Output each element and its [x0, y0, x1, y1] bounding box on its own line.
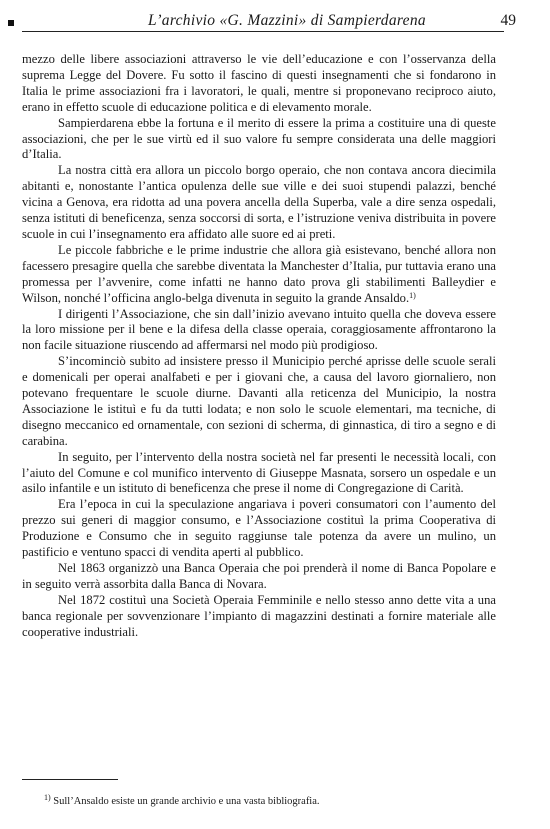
- paragraph-2: Sampierdarena ebbe la fortuna e il merito di essere la prima a costituire una di queste associazioni, che per le sue virtù ed il suo valore fu sempre considerata una delle maggiori d’Italia.: [22, 115, 496, 162]
- footnote-rule: [22, 779, 118, 780]
- page-header: [22, 8, 516, 34]
- running-title: L’archivio «G. Mazzini» di Sampierdarena: [148, 12, 426, 29]
- paragraph-5: I dirigenti l’Associazione, che sin dall’inizio avevano intuito quella che doveva essere la loro missione per il bene e la difesa della classe operaia, coraggiosamente affrontarono la non facile situazione riuscendo ad affermarsi nel modo più prodigioso.: [22, 306, 496, 353]
- footnote-text: Sull’Ansaldo esiste un grande archivio e una vasta bibliografia.: [53, 796, 320, 807]
- footnote: [44, 795, 494, 808]
- paragraph-8: Era l’epoca in cui la speculazione angariava i poveri consumatori con l’aumento del prezzo sui generi di maggior consumo, e l’Associazione costituì la prima Cooperativa di Produzione e Consumo che in seguito raggiunse tale potenza da avere un mulino, un pastificio e ventuno spacci di vendita aperti al pubblico.: [22, 497, 496, 560]
- paragraph-4: [22, 243, 496, 307]
- footnote-marker: 1): [44, 793, 51, 802]
- body-text: [22, 52, 496, 641]
- paragraph-1: mezzo delle libere associazioni attraverso le vie dell’educazione e con l’osservanza della suprema Legge del Dovere. Fu sotto il fascino di questi insegnamenti che si fondarono in Italia le prime associazioni fra i lavoratori, le quali, mentre si proponevano reciproco aiuto, erano in effetto scuole di educazione politica e di elevamento morale.: [22, 52, 496, 114]
- paragraph-6: S’incominciò subito ad insistere presso il Municipio perché aprisse delle scuole serali e domenicali per operai analfabeti e per i giovani che, a causa del lavoro giornaliero, non potevano frequentare le scuole diurne. Davanti alla reticenza del Municipio, la nostra Associazione le istituì e fu da tutti lodata; e non solo le scuole elementari, ma tecniche, di disegno meccanico ed ornamentale, con sezioni di scherma, di ginnastica, di tiro a segno e di carabina.: [22, 354, 496, 448]
- corner-mark: [8, 20, 14, 26]
- header-rule: [22, 31, 504, 32]
- paragraph-4-text: Le piccole fabbriche e le prime industrie che allora già esistevano, benché allora non facessero presagire quella che sarebbe diventata la Manchester d’Italia, pur tuttavia erano una promessa per l’avvenire, come infatti ne hanno dato prova gli stabilimenti Balleydier e Wilson, nonché l’officina anglo-belga divenuta in seguito la grande Ansaldo.: [22, 242, 496, 305]
- paragraph-10: Nel 1872 costituì una Società Operaia Femminile e nello stesso anno dette vita a una banca regionale per sovvenzionare l’impianto di magazzini destinati a fornire materiale alle cooperative industriali.: [22, 592, 496, 639]
- paragraph-7: In seguito, per l’intervento della nostra società nel far presenti le necessità locali, con l’aiuto del Comune e col munifico intervento di Giuseppe Masnata, sorsero un ospedale e un asilo infantile e un istituto di beneficenza che prese il nome di Congregazione di Carità.: [22, 449, 496, 496]
- page-number: 49: [500, 12, 516, 29]
- paragraph-3: La nostra città era allora un piccolo borgo operaio, che non contava ancora diecimila abitanti e, nonostante l’antica opulenza delle sue ville e dei suoi stupendi palazzi, benché vicina a Genova, era ridotta ad una povera ancella della Superba, vale a dire senza ospedali, senza istituti di beneficenza, senza soccorsi di sorta, e l’istruzione veniva distribuita in povere scuole in cui l’insegnamento era affidato alle suore ed ai preti.: [22, 163, 496, 241]
- footnote-reference: 1): [409, 290, 416, 300]
- paragraph-9: Nel 1863 organizzò una Banca Operaia che poi prenderà il nome di Banca Popolare e in seguito verrà assorbita dalla Banca di Novara.: [22, 561, 496, 591]
